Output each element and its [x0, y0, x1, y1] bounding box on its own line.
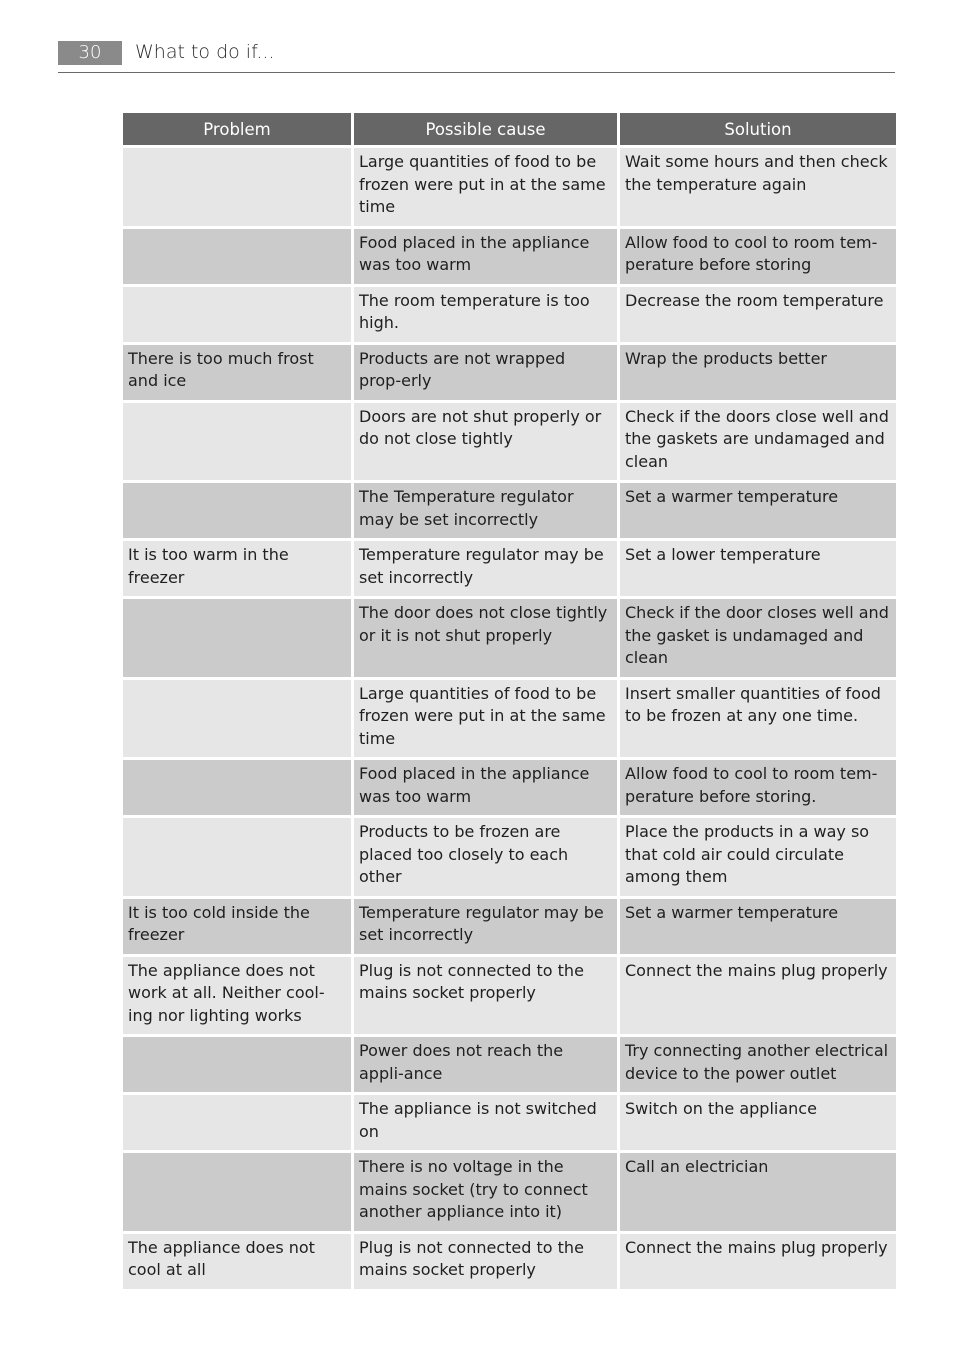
problem-cell — [123, 760, 351, 815]
solution-cell: Try connecting another electrical device to the power outlet — [620, 1037, 896, 1092]
cause-cell: There is no voltage in the mains socket (try to connect another appliance into it) — [354, 1153, 617, 1231]
cause-cell: Large quantities of food to be frozen were put in at the same time — [354, 148, 617, 226]
cause-cell: The Temperature regulator may be set incorrectly — [354, 483, 617, 538]
table-row — [123, 483, 896, 538]
problem-cell — [123, 599, 351, 677]
problem-cell — [123, 148, 351, 226]
problem-cell — [123, 818, 351, 896]
cause-cell: The appliance is not switched on — [354, 1095, 617, 1150]
cause-cell: Plug is not connected to the mains socket properly — [354, 1234, 617, 1289]
table-row — [123, 345, 896, 400]
table-body — [123, 148, 896, 1289]
solution-cell: Set a lower temperature — [620, 541, 896, 596]
page-number: 30 — [58, 41, 122, 65]
column-header-cause: Possible cause — [354, 113, 617, 145]
problem-cell — [123, 680, 351, 758]
table-row — [123, 403, 896, 481]
problem-cell — [123, 403, 351, 481]
problem-cell: It is too cold inside the freezer — [123, 899, 351, 954]
cause-cell: Food placed in the appliance was too warm — [354, 760, 617, 815]
cause-cell: Temperature regulator may be set incorrectly — [354, 541, 617, 596]
table-header-row — [123, 113, 896, 145]
problem-cell — [123, 483, 351, 538]
column-header-problem: Problem — [123, 113, 351, 145]
table-row — [123, 899, 896, 954]
solution-cell: Connect the mains plug properly — [620, 1234, 896, 1289]
problem-cell — [123, 229, 351, 284]
table-row — [123, 818, 896, 896]
solution-cell: Check if the doors close well and the gaskets are undamaged and clean — [620, 403, 896, 481]
table-row — [123, 1153, 896, 1231]
table-row — [123, 287, 896, 342]
table-row — [123, 760, 896, 815]
cause-cell: Products are not wrapped prop-erly — [354, 345, 617, 400]
table-row — [123, 599, 896, 677]
solution-cell: Switch on the appliance — [620, 1095, 896, 1150]
cause-cell: The door does not close tightly or it is not shut properly — [354, 599, 617, 677]
page-header — [58, 40, 895, 73]
table-row — [123, 1234, 896, 1289]
column-header-solution: Solution — [620, 113, 896, 145]
solution-cell: Insert smaller quantities of food to be frozen at any one time. — [620, 680, 896, 758]
solution-cell: Allow food to cool to room tem-perature before storing — [620, 229, 896, 284]
table-row — [123, 957, 896, 1035]
solution-cell: Allow food to cool to room tem-perature before storing. — [620, 760, 896, 815]
solution-cell: Place the products in a way so that cold air could circulate among them — [620, 818, 896, 896]
solution-cell: Call an electrician — [620, 1153, 896, 1231]
solution-cell: Check if the door closes well and the gasket is undamaged and clean — [620, 599, 896, 677]
cause-cell: Products to be frozen are placed too closely to each other — [354, 818, 617, 896]
cause-cell: The room temperature is too high. — [354, 287, 617, 342]
table-row — [123, 148, 896, 226]
problem-cell: It is too warm in the freezer — [123, 541, 351, 596]
problem-cell — [123, 1153, 351, 1231]
troubleshooting-table — [120, 110, 899, 1292]
section-title: What to do if... — [135, 41, 275, 63]
cause-cell: Food placed in the appliance was too warm — [354, 229, 617, 284]
cause-cell: Large quantities of food to be frozen were put in at the same time — [354, 680, 617, 758]
problem-cell — [123, 1037, 351, 1092]
problem-cell: The appliance does not cool at all — [123, 1234, 351, 1289]
table-row — [123, 229, 896, 284]
table-row — [123, 1037, 896, 1092]
cause-cell: Power does not reach the appli-ance — [354, 1037, 617, 1092]
table-row — [123, 680, 896, 758]
table-row — [123, 541, 896, 596]
table-row — [123, 1095, 896, 1150]
cause-cell: Plug is not connected to the mains socket properly — [354, 957, 617, 1035]
problem-cell — [123, 287, 351, 342]
solution-cell: Set a warmer temperature — [620, 899, 896, 954]
problem-cell — [123, 1095, 351, 1150]
problem-cell: There is too much frost and ice — [123, 345, 351, 400]
solution-cell: Decrease the room temperature — [620, 287, 896, 342]
cause-cell: Temperature regulator may be set incorrectly — [354, 899, 617, 954]
solution-cell: Set a warmer temperature — [620, 483, 896, 538]
solution-cell: Wait some hours and then check the temperature again — [620, 148, 896, 226]
problem-cell: The appliance does not work at all. Neither cool-ing nor lighting works — [123, 957, 351, 1035]
solution-cell: Connect the mains plug properly — [620, 957, 896, 1035]
solution-cell: Wrap the products better — [620, 345, 896, 400]
cause-cell: Doors are not shut properly or do not close tightly — [354, 403, 617, 481]
